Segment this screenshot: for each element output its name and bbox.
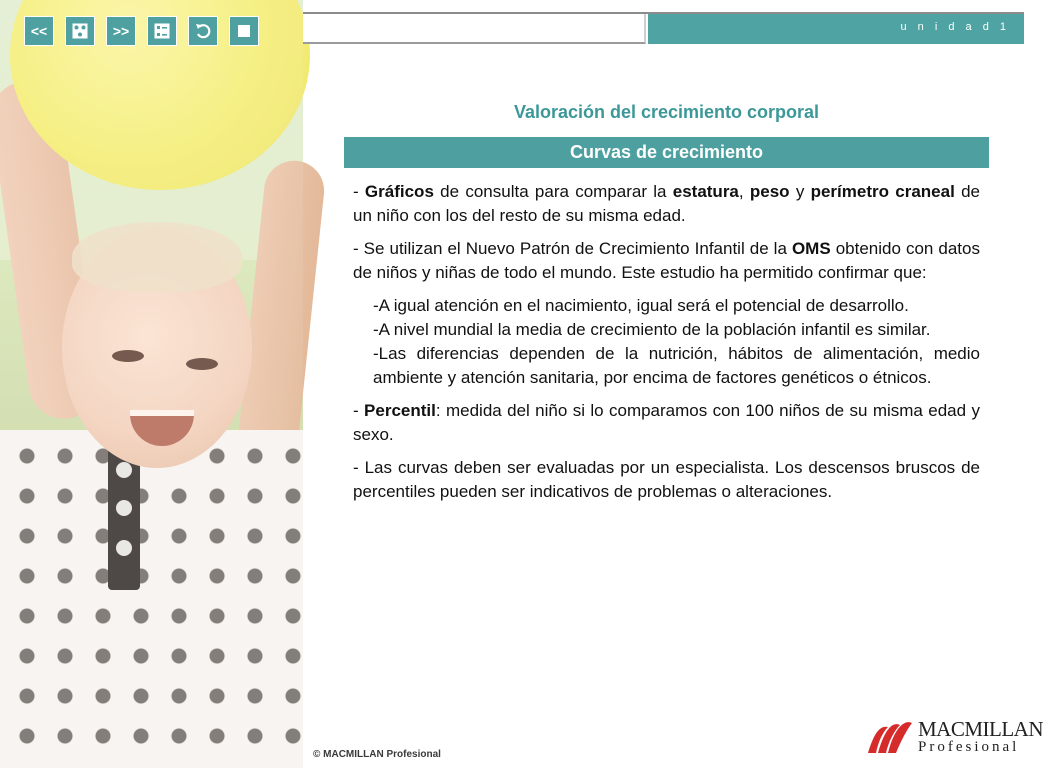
stop-square-icon: [237, 24, 251, 38]
text-run: -: [353, 182, 365, 201]
navigation-toolbar: [24, 16, 259, 46]
photo-overlay: [0, 0, 303, 768]
bold-term: OMS: [791, 239, 831, 258]
hero-photo: [0, 0, 303, 768]
text-run: -Las diferencias dependen de la nutrición, hábitos de alimentación, medio ambiente y atención sanitaria, por encima de factores genéticos o étnicos.: [373, 344, 980, 387]
contents-button[interactable]: [147, 16, 177, 46]
next-label: >>: [112, 23, 130, 39]
section-banner: Curvas de crecimiento: [344, 137, 989, 168]
list-icon: [154, 23, 170, 39]
unit-label: u n i d a d 1: [900, 21, 1010, 33]
header-title-area: [303, 14, 646, 44]
text-run: - Las curvas deben ser evaluadas por un especialista. Los descensos bruscos de percentiles pueden ser indicativos de problemas o alteraciones.: [353, 458, 980, 501]
next-button[interactable]: [106, 16, 136, 46]
logo-subtitle: Profesional: [918, 739, 1020, 755]
text-run: de consulta para comparar la: [433, 182, 673, 201]
text-run: -A igual atención en el nacimiento, igual será el potencial de desarrollo.: [373, 296, 909, 315]
back-button[interactable]: [188, 16, 218, 46]
bold-term: peso: [749, 182, 790, 201]
page-title: Valoración del crecimiento corporal: [513, 102, 820, 122]
text-run: de un niño con los del resto de su misma edad.: [353, 182, 980, 225]
copyright-text: © MACMILLAN Profesional: [313, 749, 441, 760]
bullet-paragraph: [353, 237, 980, 285]
text-run: - Se utilizan el Nuevo Patrón de Crecimiento Infantil de la: [353, 239, 792, 258]
bullet-paragraph: [353, 180, 980, 228]
text-run: -: [353, 401, 365, 420]
sub-bullet-paragraph: [373, 342, 980, 390]
previous-button[interactable]: [24, 16, 54, 46]
bold-term: Percentil: [364, 401, 436, 420]
bold-term: estatura: [672, 182, 739, 201]
text-run: ,: [738, 182, 750, 201]
bold-term: Gráficos: [364, 182, 434, 201]
stop-button[interactable]: [229, 16, 259, 46]
bullet-paragraph: [353, 399, 980, 447]
logo-mark-icon: [866, 715, 914, 755]
text-run: y: [789, 182, 811, 201]
bullet-paragraph: [353, 456, 980, 504]
text-run: obtenido con datos de niños y niñas de todo el mundo. Este estudio ha permitido confirmar que:: [353, 239, 980, 282]
index-button[interactable]: [65, 16, 95, 46]
text-run: : medida del niño si lo comparamos con 100 niños de su misma edad y sexo.: [353, 401, 980, 444]
dice-icon: [72, 23, 88, 39]
bold-term: perímetro craneal: [810, 182, 955, 201]
logo-wordmark: MACMILLAN: [918, 717, 1043, 741]
body-text: [353, 180, 980, 513]
macmillan-logo: [866, 713, 1043, 759]
text-run: -A nivel mundial la media de crecimiento de la población infantil es similar.: [373, 320, 931, 339]
sub-bullet-paragraph: [373, 318, 980, 342]
sub-bullet-paragraph: [373, 294, 980, 318]
header-unit-bar: [648, 14, 1024, 44]
undo-arrow-icon: [194, 22, 212, 40]
previous-label: <<: [30, 23, 48, 39]
